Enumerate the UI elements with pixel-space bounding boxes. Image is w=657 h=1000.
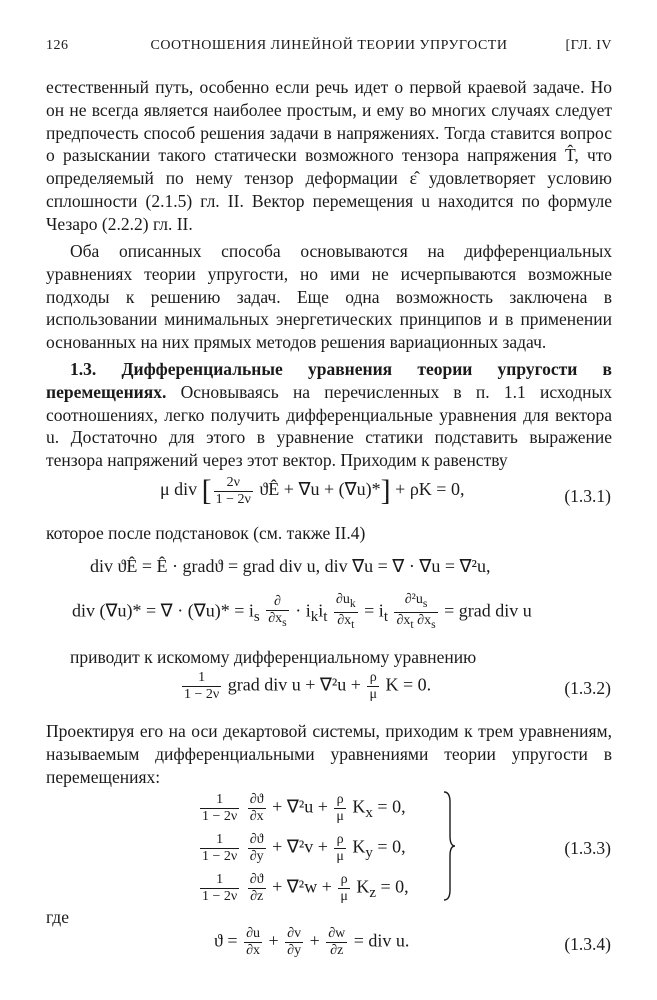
eq-131-rhs: + ρK = 0, — [395, 479, 465, 500]
substitution-line-2: div (∇u)* = ∇ · $(\nabla u)* = i_s$ $\frac{\partial}{\partial x_s}$ · $i_ki_t$ $\frac{\partial u_k}{\partial x_t}$ = $i_t$ $\frac{\partial^2u_s}{\partial x_t \partial x_s}$ = grad div u — [72, 592, 532, 631]
where-word: где — [46, 907, 69, 927]
section-heading: 1.3. Дифференциальные уравнения теории упругости в перемещениях. — [46, 359, 612, 402]
eq-131-prefix: μ div — [160, 479, 198, 500]
equation-1-3-3-row-x: $\frac{1}{1 - 2\nu}$ $\frac{\partial ϑ}{\partial x}$ + ∇²u + $\frac{\rho}{\mu}$ $K_x = 0$, — [202, 792, 406, 824]
equation-1-3-3-row-y: $\frac{1}{1 - 2\nu}$ $\frac{\partial ϑ}{\partial y}$ + ∇²v + $\frac{\rho}{\mu}$ $K_y = 0$, — [202, 832, 406, 864]
paragraph-methods: Оба описанных способа основываются на дифференциальных уравнениях теории упругости, но ими не исчерпываются возможные подходы к решению задач. Еще одна возможность заключена в использовании минимальных энергетических принципов и в применении основанных на них прямых методов решения вариационных задач. — [46, 241, 612, 353]
equation-1-3-3-row-z: $\frac{1}{1 - 2\nu}$ $\frac{\partial ϑ}{\partial z}$ + ∇²w + $\frac{\rho}{\mu}$ $K_z = 0$, — [202, 872, 409, 904]
equation-1-3-2: $\frac{1}{1 - 2\nu}$ grad div u + ∇²u + $\frac{\rho}{\mu}$ K = 0. — [184, 670, 432, 702]
equation-1-3-1: μ div [ $\frac{2\nu}{1 - 2\nu}$ ϑÊ + ∇u + (∇u)*] + ρK = 0, — [160, 474, 465, 507]
eq-number-1-3-2: (1.3.2) — [564, 678, 611, 698]
page-number: 126 — [46, 38, 69, 53]
chapter-label: [ГЛ. IV — [565, 38, 612, 53]
eq-131-body: ϑÊ + ∇u + (∇u)* — [259, 479, 381, 500]
section-body: Основываясь на перечисленных в п. 1.1 исходных соотношениях, легко получить дифференциальные уравнения для вектора u. Достаточно для этого в уравнение статики подставить выражение тензора напряжений через этот вектор. Приходим к равенству — [46, 381, 613, 471]
paragraph-substitution: которое после подстановок (см. также II.4) — [46, 523, 366, 543]
paragraph-projection: Проектируя его на оси декартовой системы, приходим к трем уравнениям, называемым дифференциальными уравнениями теории упругости в перемещениях: — [46, 721, 612, 787]
section-1-3-paragraph — [46, 358, 612, 472]
running-title: СООТНОШЕНИЯ ЛИНЕЙНОЙ ТЕОРИИ УПРУГОСТИ — [150, 38, 508, 53]
running-header — [46, 38, 612, 58]
paragraph-leads-to: приводит к искомому дифференциальному уравнению — [70, 647, 477, 667]
eq-131-fraction: $\frac{2\nu}{1 - 2\nu}$ — [215, 474, 251, 507]
eq-number-1-3-4: (1.3.4) — [564, 934, 611, 954]
substitution-line-1: div ϑÊ = Ê · gradϑ = grad div u, div ∇u = ∇ · ∇u = ∇²u, — [90, 556, 491, 576]
equation-1-3-4: ϑ = $\frac{\partial u}{\partial x}$ + $\frac{\partial v}{\partial y}$ + $\frac{\partial w}{\partial z}$ = div u. — [214, 926, 410, 958]
paragraph-continuation: естественный путь, особенно если речь идет о первой краевой задаче. Но он не всегда является наиболее простым, и ему во многих случаях следует предпочесть способ решения задачи в напряжениях. Тогда ставится вопрос о разыскании такого статически возможного тензора напряжения T̂, что определяемый по нему тензор деформации ε̂ удовлетворяет условию сплошности (2.1.5) гл. II. Вектор перемещения u находится по формуле Чезаро (2.2.2) гл. II. — [46, 77, 612, 234]
eq-number-1-3-1: (1.3.1) — [564, 486, 611, 506]
eq-number-1-3-3: (1.3.3) — [564, 838, 611, 858]
right-brace — [442, 790, 456, 902]
